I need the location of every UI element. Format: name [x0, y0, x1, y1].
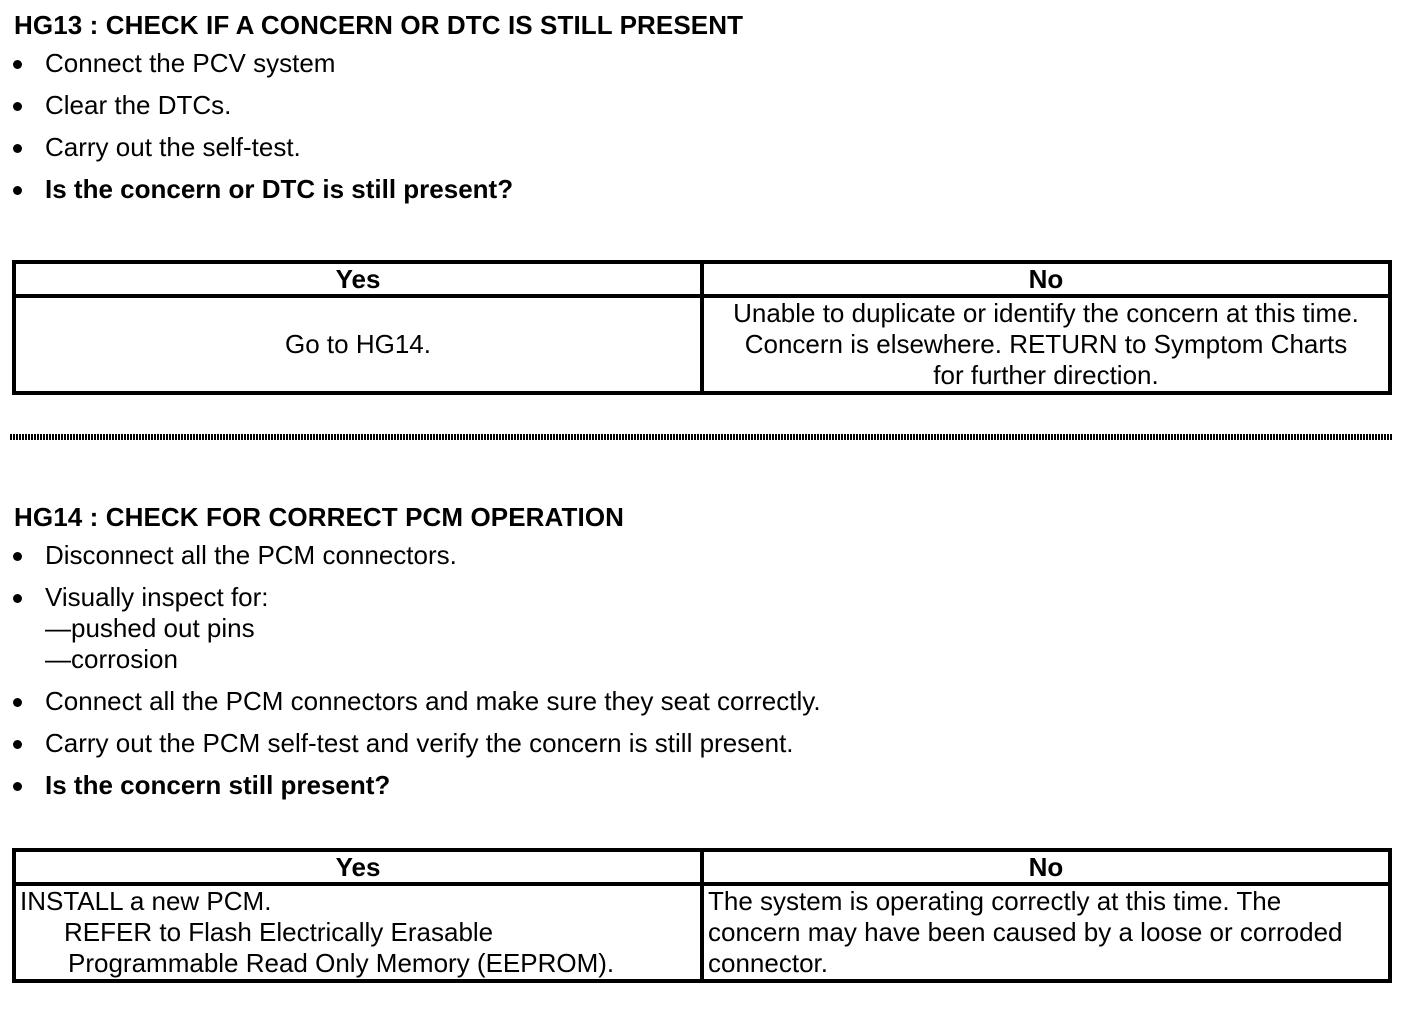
step-item: [12, 582, 1392, 675]
no-line: connector.: [708, 948, 828, 978]
yes-no-table-hg13: [12, 260, 1392, 395]
steps-list-hg13: [12, 48, 1392, 205]
yes-line: REFER to Flash Electrically Erasable: [64, 917, 494, 947]
no-line: Concern is elsewhere. RETURN to Symptom Charts: [744, 329, 1348, 359]
step-text: Carry out the self-test.: [45, 132, 301, 162]
yes-line: INSTALL a new PCM.: [20, 886, 272, 916]
bullet-icon: [13, 698, 22, 707]
bullet-icon: [13, 144, 22, 153]
step-item: [12, 48, 1392, 79]
step-question: [12, 174, 1392, 205]
heading-hg13: HG13 : CHECK IF A CONCERN OR DTC IS STILL PRESENT: [14, 10, 744, 40]
yes-line: Programmable Read Only Memory (EEPROM).: [68, 948, 615, 978]
step-item: [12, 540, 1392, 571]
no-line: The system is operating correctly at this time. The: [708, 886, 1282, 916]
no-header: No: [702, 850, 1390, 884]
yes-cell: [14, 884, 702, 981]
no-line: for further direction.: [933, 360, 1159, 390]
inspect-item: —pushed out pins: [45, 613, 255, 643]
yes-header: Yes: [14, 262, 702, 296]
steps-list-hg14: [12, 540, 1392, 801]
step-text: Clear the DTCs.: [45, 90, 232, 120]
no-line: Unable to duplicate or identify the concern at this time.: [733, 298, 1359, 328]
yes-header: Yes: [14, 850, 702, 884]
step-text: Visually inspect for:: [45, 582, 269, 612]
bullet-icon: [13, 102, 22, 111]
step-text: Is the concern or DTC is still present?: [45, 174, 514, 204]
inspect-item: —corrosion: [45, 644, 178, 674]
step-item: [12, 686, 1392, 717]
bullet-icon: [13, 594, 22, 603]
step-text: Is the concern still present?: [45, 770, 391, 800]
step-question: [12, 770, 1392, 801]
section-divider: [10, 434, 1392, 440]
step-text: Carry out the PCM self-test and verify the concern is still present.: [45, 728, 794, 758]
section-hg14: [12, 500, 1392, 978]
step-text: Disconnect all the PCM connectors.: [45, 540, 457, 570]
yes-cell: [14, 296, 702, 393]
bullet-icon: [13, 60, 22, 69]
no-header: No: [702, 262, 1390, 296]
bullet-icon: [13, 740, 22, 749]
step-item: [12, 90, 1392, 121]
step-text: Connect the PCV system: [45, 48, 336, 78]
yes-no-table-hg14: [12, 848, 1392, 983]
heading-hg14: HG14 : CHECK FOR CORRECT PCM OPERATION: [14, 502, 625, 532]
step-item: [12, 728, 1392, 759]
step-item: [12, 132, 1392, 163]
bullet-icon: [13, 782, 22, 791]
section-hg13: [12, 8, 1392, 390]
bullet-icon: [13, 552, 22, 561]
step-text: Connect all the PCM connectors and make sure they seat correctly.: [45, 686, 821, 716]
no-cell: [702, 296, 1390, 393]
no-line: concern may have been caused by a loose or corroded: [708, 917, 1343, 947]
no-cell: [702, 884, 1390, 981]
yes-text: Go to HG14.: [285, 329, 431, 359]
bullet-icon: [13, 186, 22, 195]
